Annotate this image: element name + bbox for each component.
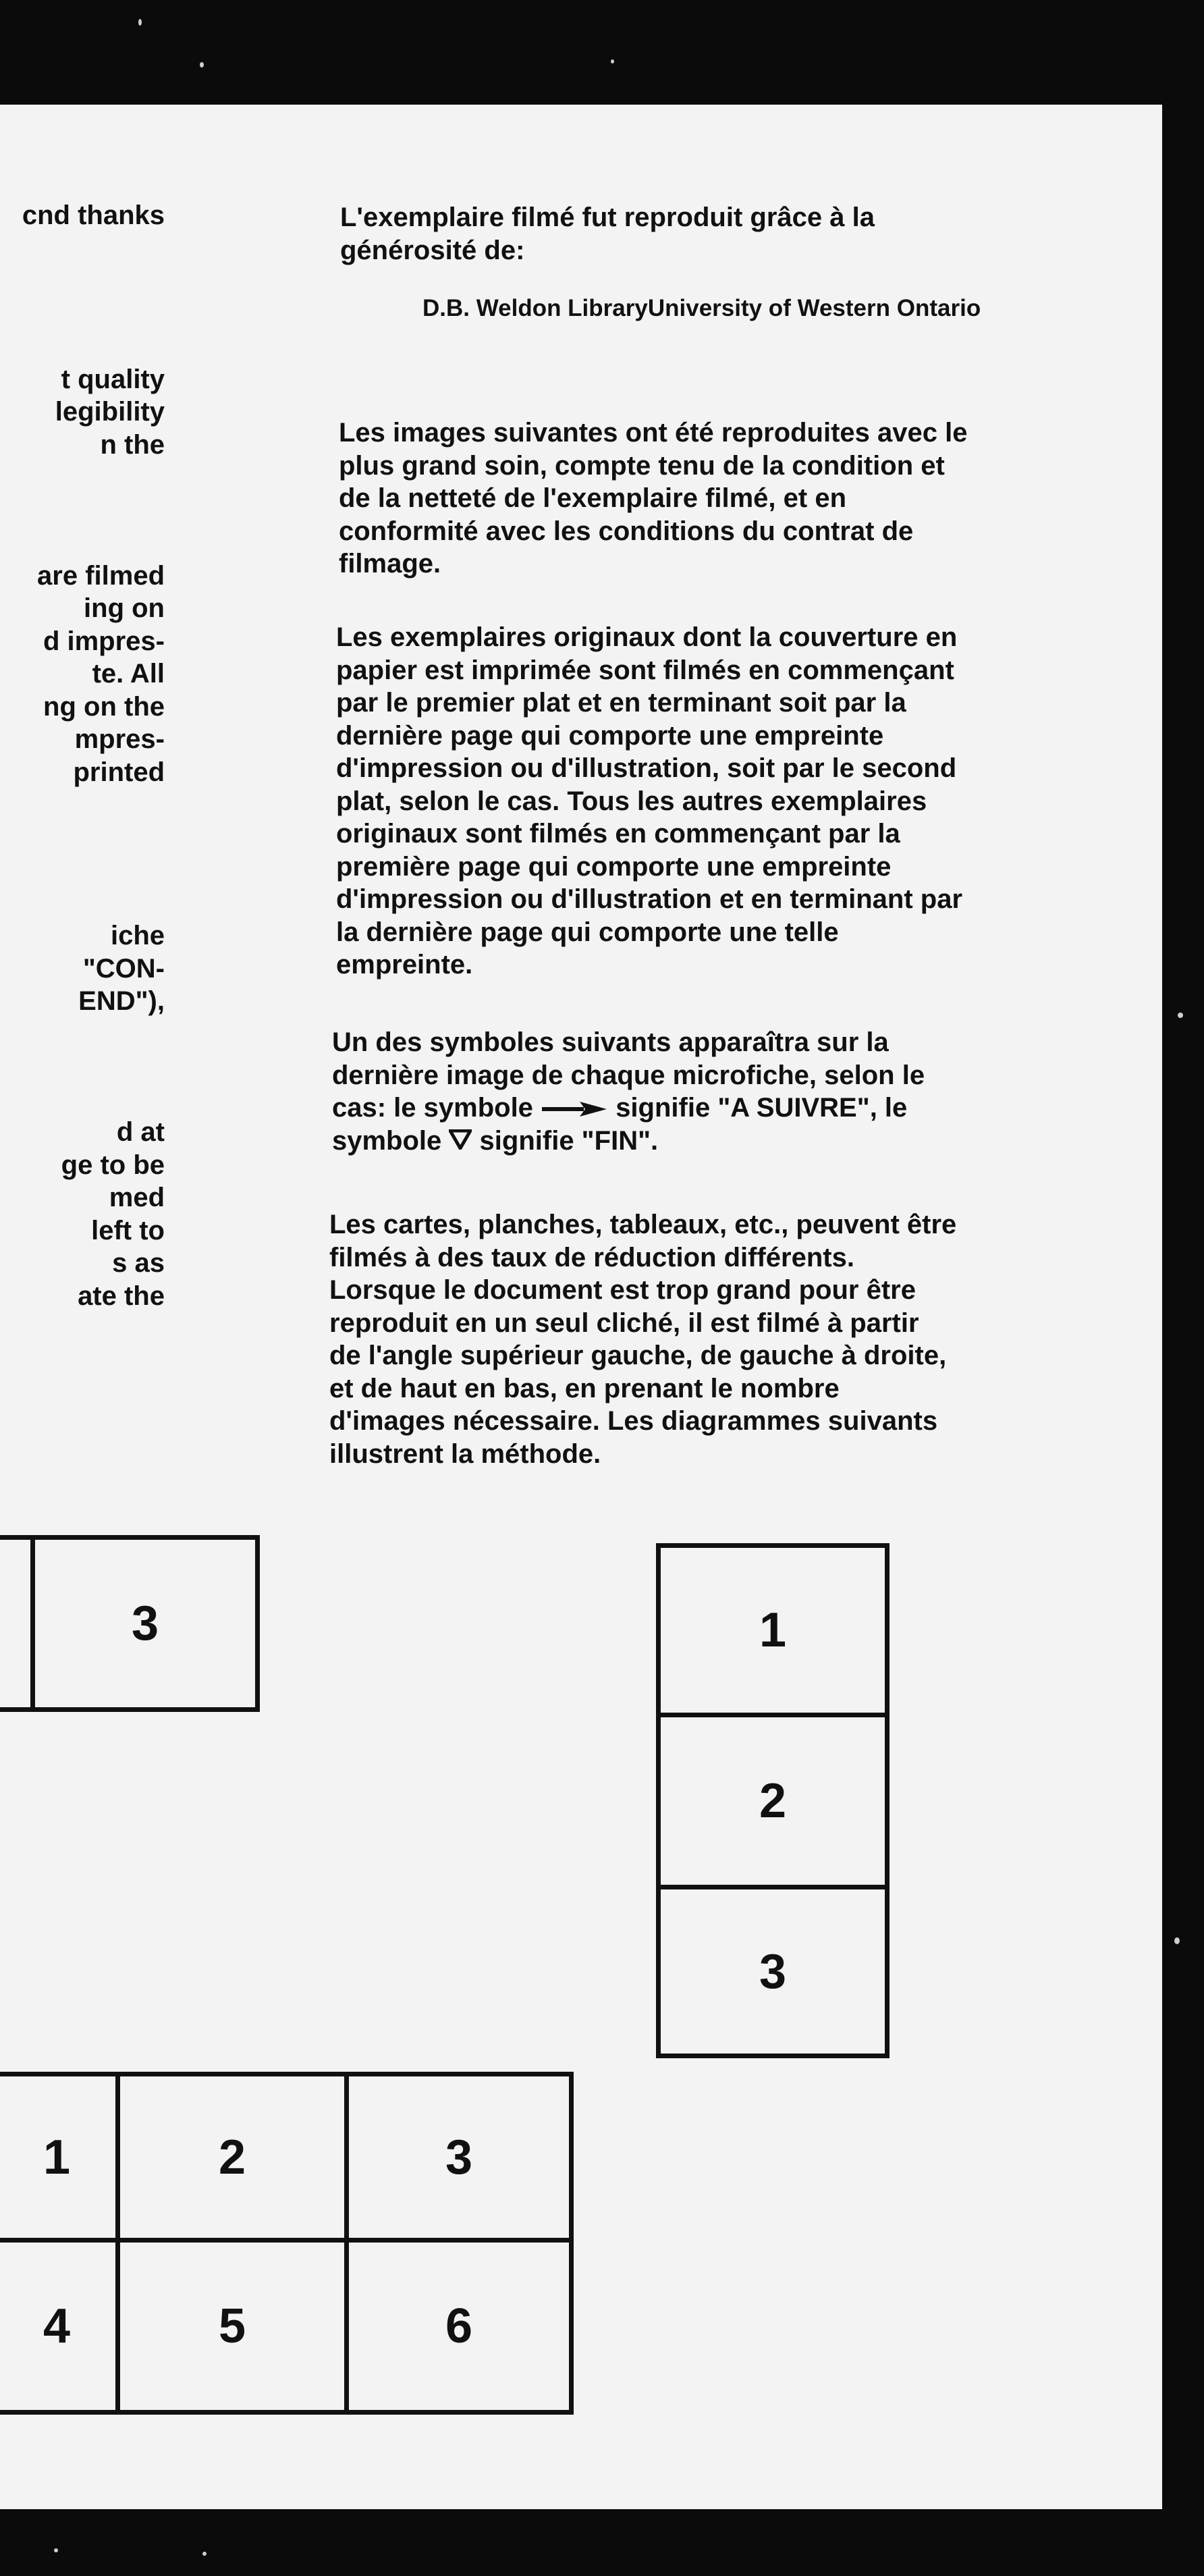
english-text-line: left to: [91, 1215, 165, 1245]
dust-speck: [202, 2552, 207, 2556]
paragraph-line: la dernière page qui comporte une telle: [336, 917, 839, 947]
english-text-line: ing on: [84, 593, 165, 623]
english-text-line: ge to be: [61, 1150, 165, 1180]
library-line: University of Western Ontario: [647, 295, 981, 321]
english-text-line: [0, 1083, 165, 1117]
paragraph-line: par le premier plat et en terminant soit par la: [336, 688, 906, 718]
paragraph-line: première page qui comporte une empreinte: [336, 851, 892, 882]
paragraph-line: de l'angle supérieur gauche, de gauche à droite,: [329, 1341, 947, 1370]
diagram-vertical-cell-3: 3: [656, 1885, 890, 2058]
english-text-line: [0, 265, 165, 298]
header-line: L'exemplaire filmé fut reproduit grâce à la: [340, 203, 875, 232]
paragraph-line: illustrent la méthode.: [329, 1439, 601, 1469]
english-text-line: [0, 461, 165, 494]
dust-speck: [611, 59, 614, 63]
english-text-line: [0, 822, 165, 855]
english-text-line: END"),: [78, 986, 165, 1016]
diagram-grid-cell-1: 1: [0, 2072, 120, 2243]
english-text-line: t quality: [61, 364, 165, 394]
paragraph-line: d'impression ou d'illustration, soit par le second: [336, 753, 957, 783]
paragraph-reduction-method: [329, 1208, 956, 1470]
library-name: [422, 294, 981, 323]
diagram-grid-cell-5: 5: [115, 2238, 349, 2415]
symbols-line-4-before: symbole: [332, 1125, 442, 1156]
paragraph-line: papier est imprimée sont filmés en commençant: [336, 655, 954, 685]
header-line: générosité de:: [340, 235, 525, 265]
paragraph-line: reproduit en un seul cliché, il est filmé à partir: [329, 1308, 919, 1338]
paragraph-line: filmage.: [339, 549, 441, 579]
symbols-line-2: dernière image de chaque microfiche, selon le: [332, 1060, 925, 1090]
dust-speck: [200, 62, 204, 68]
english-text-line: [0, 1050, 165, 1083]
english-text-line: legibility: [55, 397, 165, 427]
paragraph-line: empreinte.: [336, 950, 473, 980]
symbols-line-3-before: cas: le symbole: [332, 1093, 533, 1123]
diagram-horizontal-cell-3: 3: [30, 1535, 260, 1712]
english-text-line: [0, 527, 165, 560]
english-text-line: ate the: [78, 1281, 165, 1311]
diagram-grid-cell-6: 6: [344, 2238, 574, 2415]
paragraph-line: plat, selon le cas. Tous les autres exemplaires: [336, 786, 927, 816]
paragraph-line: Les images suivantes ont été reproduites avec le: [339, 418, 968, 448]
paragraph-line: conformité avec les conditions du contrat de: [339, 516, 914, 546]
english-text-line: [0, 232, 165, 265]
symbols-line-1: Un des symboles suivants apparaîtra sur la: [332, 1027, 889, 1057]
dust-speck: [138, 19, 142, 26]
symbols-line-3: [332, 1092, 925, 1125]
english-text-line: ng on the: [43, 691, 165, 722]
english-text-line: [0, 854, 165, 887]
english-text-line: [0, 330, 165, 363]
paragraph-symbols: [332, 1026, 925, 1157]
english-text-line: "CON-: [82, 953, 165, 984]
english-text-line: n the: [100, 429, 165, 460]
english-text-line: [0, 788, 165, 822]
english-text-line: [0, 298, 165, 331]
english-text-line: cnd thanks: [22, 200, 165, 230]
english-text-column: [0, 199, 165, 1312]
library-line: D.B. Weldon Library: [422, 295, 648, 321]
english-text-line: are filmed: [37, 560, 165, 591]
dust-speck: [1174, 1937, 1180, 1944]
paragraph-line: d'impression ou d'illustration et en terminant par: [336, 884, 963, 914]
paragraph-line: dernière page qui comporte une empreinte: [336, 720, 884, 751]
paragraph-line: de la netteté de l'exemplaire filmé, et en: [339, 483, 847, 513]
dust-speck: [1178, 1013, 1183, 1018]
paragraph-filming-order: [336, 621, 962, 982]
english-text-line: d impres-: [43, 626, 165, 656]
diagram-vertical-cell-1: 1: [656, 1543, 890, 1717]
symbols-line-4-after: signifie "FIN".: [479, 1125, 659, 1156]
diagram-vertical-cell-2: 2: [656, 1713, 890, 1889]
diagram-grid-cell-2: 2: [115, 2072, 349, 2243]
diagram-grid-cell-3: 3: [344, 2072, 574, 2243]
paragraph-line: Les exemplaires originaux dont la couverture en: [336, 622, 958, 652]
english-text-line: [0, 1018, 165, 1051]
symbols-line-4: [332, 1125, 925, 1158]
paragraph-line: Les cartes, planches, tableaux, etc., peuvent être: [329, 1210, 957, 1239]
english-text-line: iche: [110, 921, 165, 950]
english-text-line: [0, 494, 165, 527]
english-text-line: med: [109, 1183, 165, 1212]
dust-speck: [54, 2548, 58, 2552]
acknowledgement-header: [340, 201, 875, 267]
english-text-line: [0, 887, 165, 920]
english-text-line: d at: [116, 1117, 165, 1147]
arrow-right-icon: [541, 1100, 608, 1118]
paragraph-line: d'images nécessaire. Les diagrammes suivants: [329, 1406, 938, 1436]
paragraph-line: originaux sont filmés en commençant par la: [336, 819, 900, 849]
triangle-down-icon: [449, 1129, 472, 1150]
paragraph-line: et de haut en bas, en prenant le nombre: [329, 1373, 840, 1403]
diagram-grid-cell-4: 4: [0, 2238, 120, 2415]
english-text-line: printed: [73, 757, 165, 787]
english-text-line: s as: [112, 1248, 165, 1278]
paragraph-image-quality: [339, 417, 967, 581]
english-text-line: mpres-: [74, 724, 165, 754]
symbols-line-3-after: signifie "A SUIVRE", le: [615, 1093, 908, 1123]
paragraph-line: Lorsque le document est trop grand pour être: [329, 1275, 916, 1305]
english-text-line: te. All: [92, 659, 165, 689]
paragraph-line: filmés à des taux de réduction différents.: [329, 1242, 854, 1272]
paragraph-line: plus grand soin, compte tenu de la condition et: [339, 450, 945, 481]
